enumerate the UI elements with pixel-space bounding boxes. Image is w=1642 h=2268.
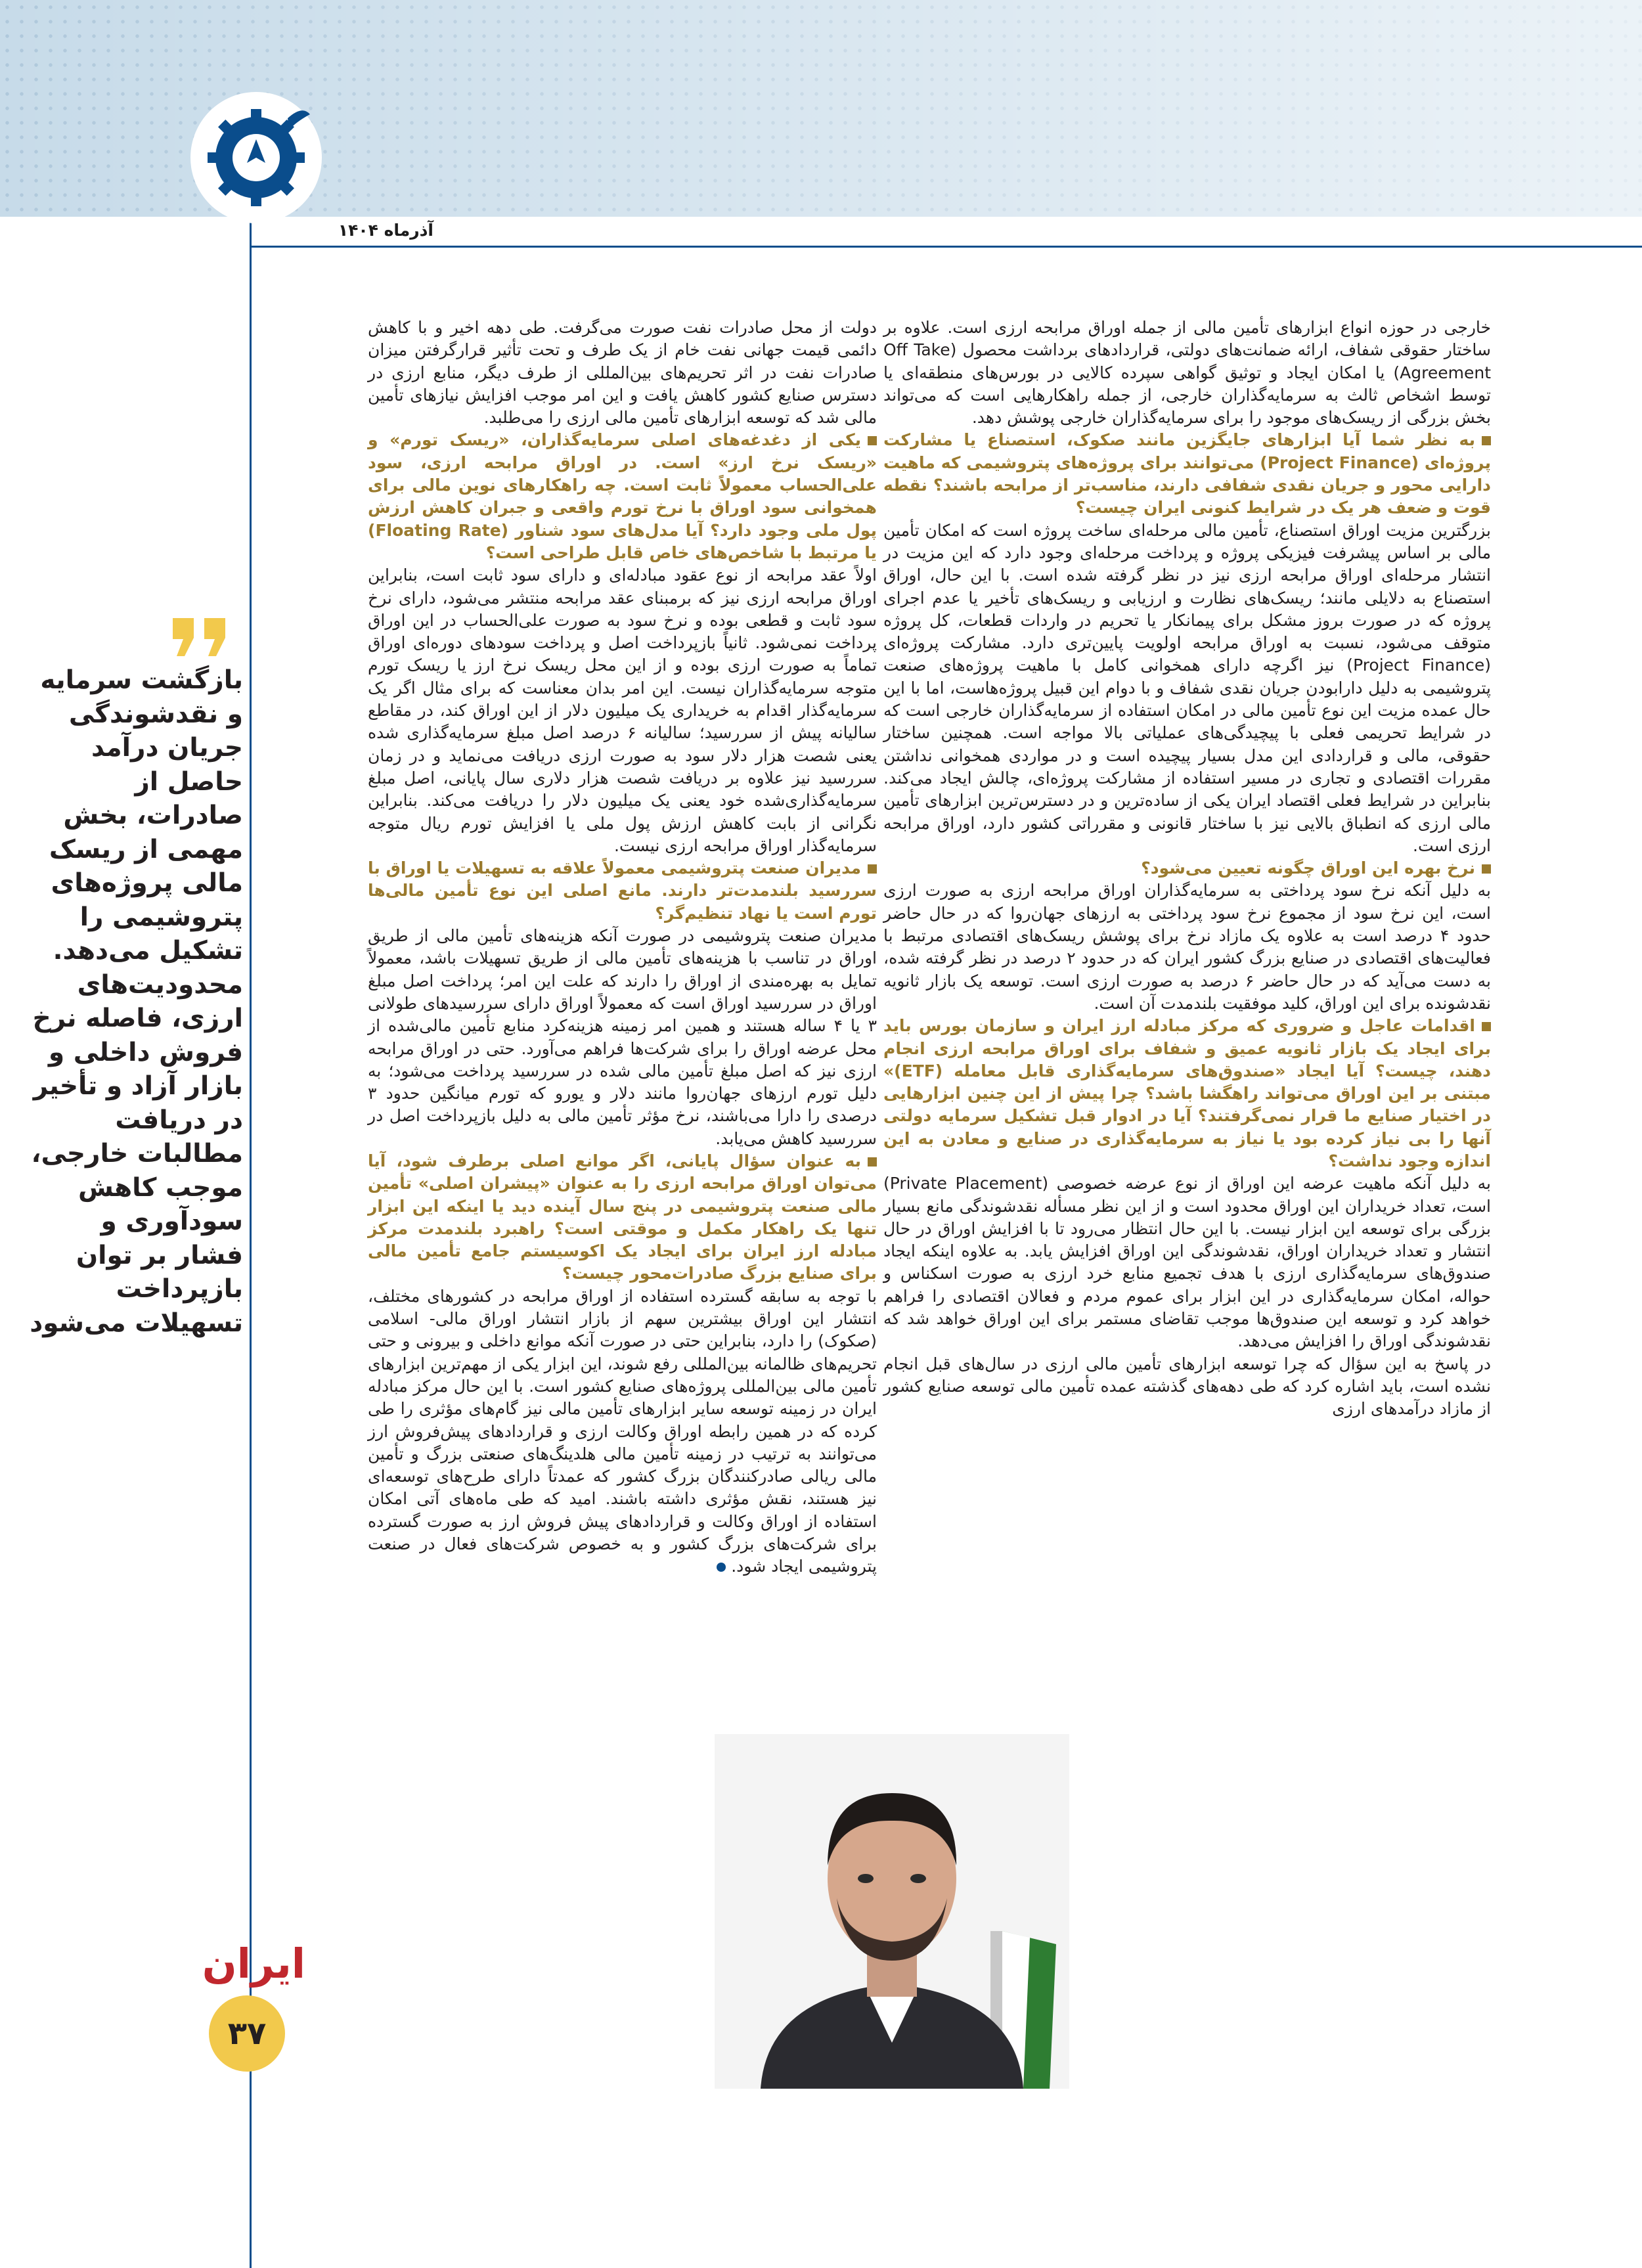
interviewee-photo	[715, 1734, 1069, 2089]
header-rule	[250, 246, 1642, 248]
question-bullet-icon	[868, 1157, 877, 1167]
issue-date: آذرماه ۱۴۰۴	[338, 221, 433, 240]
question-bullet-icon	[868, 864, 877, 874]
interview-question: اقدامات عاجل و ضروری که مرکز مبادله ارز ایران و سازمان بورس باید برای ایجاد یک بازار ثانویه عمیق و شفاف برای اوراق مرابحه ارزی انجام دهند، چیست؟ آیا ایجاد «صندوق‌های سرمایه‌گذاری قابل معامله (ETF)» مبتنی بر این اوراق می‌تواند راهگشا باشد؟ چرا پیش از این چنین ابزارهایی در اختیار صنایع ما قرار نمی‌گرفتند؟ آیا در ادوار قبل تشکیل سرمایه دولتی آنها را بی نیاز کرده بود یا نیاز به سرمایه‌گذاری در صنایع و معادن به این اندازه وجود نداشت؟	[883, 1016, 1491, 1170]
article-column-right	[883, 317, 1491, 1421]
paragraph: اولاً عقد مرابحه از نوع عقود مبادله‌ای و دارای سود ثابت است، بنابراین اوراق مرابحه ارزی نیز که برمبنای عقد مرابحه منتشر می‌شود، دارای نرخ سود ثابت و قطعی بوده و نرخ سود به صورت علی‌الحساب در این اوراق پرداخت نمی‌شود. ثانیاً بازپرداخت اصل و پرداخت سودهای دوره‌ای اوراق تماماً به صورت ارزی بوده و از این محل ریسک نرخ ارز یا ریسک تورم متوجه سرمایه‌گذاران نیست. این امر بدان معناست که برای مثال اگر یک سرمایه‌گذار اقدام به خریداری یک میلیون دلار از این اوراق کند، در مقاطع سالیانه پیش از سررسید؛ سالیانه ۶ درصد اصل مبلغ سرمایه‌گذاری شده یعنی شصت هزار دلار سود به صورت ارزی دریافت می‌نماید و در زمان سررسید نیز علاوه بر دریافت شصت هزار دلاری سال پایانی، اصل مبلغ سرمایه‌گذاری‌شده خود یعنی یک میلیون دلار را دریافت می‌کند. بنابراین نگرانی از بابت کاهش ارزش پول ملی یا افزایش تورم ریال متوجه سرمایه‌گذار اوراق مرابحه ارزی نیست.	[368, 566, 877, 855]
question-bullet-icon	[868, 436, 877, 445]
interview-question: یکی از دغدغه‌های اصلی سرمایه‌گذاران، «ریسک تورم» و «ریسک نرخ ارز» است. در اوراق مرابحه ارزی، سود علی‌الحساب معمولاً ثابت است. چه راهکارهای نوین مالی برای همخوانی سود اوراق با نرخ تورم واقعی و جبران کاهش ارزش پول ملی وجود دارد؟ آیا مدل‌های سود شناور (Floating Rate) یا مرتبط با شاخص‌های خاص قابل طراحی است؟	[368, 430, 877, 562]
paragraph: خارجی در حوزه انواع ابزارهای تأمین مالی از جمله اوراق مرابحه ارزی است. علاوه بر ساختار حقوقی شفاف، ارائه ضمانت‌های دولتی، قراردادهای برداشت محصول (Off Take Agreement) یا امکان ایجاد و توثیق گواهی سپرده کالایی در بورس‌های منطقه‌ای یا توسط اشخاص ثالث به سرمایه‌گذاران خارجی، از جمله راهکارهایی است که می‌تواند بخش بزرگی از ریسک‌های موجود را برای سرمایه‌گذاران خارجی پوشش دهد.	[883, 318, 1491, 428]
paragraph: بزرگترین مزیت اوراق استصناع، تأمین مالی مرحله‌ای ساخت پروژه است که امکان تأمین مالی بر اساس پیشرفت فیزیکی پروژه و پرداخت مرحله‌ای وجود دارد که این مزیت در انتشار مرحله‌ای اوراق مرابحه ارزی نیز در نظر گرفته شده است. با این حال، اوراق استصناع به دلایلی مانند؛ ریسک‌های نظارت و ارزیابی و ریسک‌های تأخیر یا عدم اجرای پروژه که در صورت بروز مشکل برای پیمانکار یا تحریم در واردات قطعات، کل پروژه متوقف می‌شود، نسبت به اوراق مرابحه اولویت پایین‌تری دارد. مشارکت پروژه‌ای (Project Finance) نیز اگرچه دارای همخوانی کامل با ماهیت پروژه‌های صنعت پتروشیمی به دلیل دارابودن جریان نقدی شفاف و با دوام این قبیل پروژه‌هاست، اما با این حال عمده مزیت این نوع تأمین مالی در امکان استفاده از سرمایه‌گذاران خارجی است که در شرایط تحریمی فعلی با پیچیدگی‌های عملیاتی بالا مواجه است. همچنین ساختار حقوقی، مالی و قراردادی این مدل بسیار پیچیده است و در مواردی همخوانی نداشتن مقررات اقتصادی و تجاری در مسیر استفاده از مشارکت پروژه‌ای، چالش ایجاد می‌کند. بنابراین در شرایط فعلی اقتصاد ایران یکی از ساده‌ترین و در دسترس‌ترین ابزارهای تأمین مالی ارزی که انطباق بالایی نیز با ساختار قانونی و مقرراتی کشور دارد، اوراق مرابحه ارزی است.	[883, 520, 1492, 855]
interview-question: به نظر شما آیا ابزارهای جایگزین مانند صکوک، استصناع یا مشارکت پروژه‌ای (Project Finance) می‌توانند برای پروژه‌های پتروشیمی که ماهیت دارایی محور و جریان نقدی شفافی دارند، مناسب‌تر از مرابحه باشند؟ نقطه قوت و ضعف هر یک در شرایط کنونی ایران چیست؟	[883, 430, 1491, 518]
paragraph: مدیران صنعت پتروشیمی در صورت آنکه هزینه‌های تأمین مالی از طریق اوراق در تناسب با هزینه‌های تأمین مالی از طریق تسهیلات باشد، معمولاً تمایل به بهره‌مندی از اوراق را دارند که علت این امر؛ پرداخت اصل مبلغ اوراق در سررسید اوراق است که معمولاً اوراق دارای سررسیدهای طولانی ۳ یا ۴ ساله هستند و همین امر زمینه هزینه‌کرد منابع تأمین مالی‌شده از محل عرضه اوراق را برای شرکت‌ها فراهم می‌آورد. حتی در اوراق مرابحه ارزی نیز که اصل مبلغ تأمین مالی شده در سررسید پرداخت می‌شود؛ به دلیل تورم ارزهای جهان‌روا مانند دلار و یورو که تورم میانگین حدود ۳ درصدی را دارا می‌باشند، نرخ مؤثر تأمین مالی به دلیل بازپرداخت اصل در سررسید کاهش می‌یابد.	[368, 926, 877, 1148]
paragraph: به دلیل آنکه نرخ سود پرداختی به سرمایه‌گذاران اوراق مرابحه ارزی به صورت ارزی است، این نرخ سود از مجموع نرخ سود پرداختی به ارزهای جهان‌روا که در حال حاضر حدود ۴ درصد است به علاوه یک مازاد نرخ برای پوشش ریسک‌های اقتصادی مرتبط با فعالیت‌های اقتصادی در صنایع بزرگ کشور ایران که در حدود ۲ درصد در نظر گرفته شده، به دست می‌آید که در حال حاضر ۶ درصد به صورت ارزی است. توسعه یک بازار ثانویه نقدشونده برای این اوراق، کلید موفقیت بلندمدت آن است.	[883, 881, 1491, 1013]
paragraph: در پاسخ به این سؤال که چرا توسعه ابزارهای تأمین مالی ارزی در سال‌های قبل انجام نشده است، باید اشاره کرد که طی دهه‌های گذشته عمده تأمین مالی توسعه صنایع کشور از مازاد درآمدهای ارزی	[883, 1354, 1491, 1419]
article-column-middle	[368, 317, 877, 1578]
interview-question: به عنوان سؤال پایانی، اگر موانع اصلی برطرف شود، آیا می‌توان اوراق مرابحه ارزی را به عنوان «پیشران اصلی» تأمین مالی صنعت پتروشیمی در پنج سال آینده دید یا اینکه این ابزار تنها یک راهکار مکمل و موقتی است؟ راهبرد بلندمدت مرکز مبادله ارز ایران برای ایجاد یک اکوسیستم جامع تأمین مالی برای صنایع بزرگ صادرات‌محور چیست؟	[368, 1151, 877, 1283]
question-bullet-icon	[1482, 864, 1491, 874]
gear-rocket-logo-icon	[190, 92, 322, 223]
article-end-icon	[717, 1563, 726, 1572]
paragraph: به دلیل آنکه ماهیت عرضه این اوراق از نوع عرضه خصوصی (Private Placement) است، تعداد خریداران این اوراق محدود است و از این نظر مسأله نقدشوندگی مانع بسیار بزرگی برای توسعه این ابزار نیست. با این حال انتظار می‌رود تا با افزایش اوراق در حال انتشار و تعداد خریداران اوراق، نقدشوندگی این اوراق افزایش یابد. به علاوه اینکه ایجاد صندوق‌های سرمایه‌گذاری ارزی با هدف تجمیع منابع خرد ارزی به صورت اسکناس و حواله، امکان سرمایه‌گذاری در این ابزار برای عموم مردم و فعالان اقتصادی را فراهم خواهد کرد و توسعه این صندوق‌ها موجب تقاضای مستمر برای این اوراق خواهد شد که نقدشوندگی اوراق را افزایش می‌دهد.	[883, 1174, 1492, 1351]
paragraph: دولت از محل صادرات نفت صورت می‌گرفت. طی دهه اخیر و با کاهش دائمی قیمت جهانی نفت خام از یک طرف و تحت تأثیر قرارگرفتن میزان صادرات نفت در اثر تحریم‌های بین‌المللی از طرف دیگر، منابع ارزی در دسترس صنایع کشور کاهش یافت و این امر موجب افزایش نیازهای تأمین مالی شد که توسعه ابزارهای تأمین مالی ارزی را می‌طلبد.	[368, 318, 877, 428]
question-bullet-icon	[1482, 1022, 1491, 1031]
interview-question: مدیران صنعت پتروشیمی معمولاً علاقه به تسهیلات یا اوراق با سررسید بلندمدت‌تر دارند. مانع اصلی این نوع تأمین مالی‌ها تورم است یا نهاد تنظیم‌گر؟	[368, 858, 877, 923]
pull-quote: بازگشت سرمایه و نقدشوندگی جریان درآمد حاصل از صادرات، بخش مهمی از ریسک مالی پروژه‌های پتروشیمی را تشکیل می‌دهد. محدودیت‌های ارزی، فاصله نرخ فروش داخلی و بازار آزاد و تأخیر در دریافت مطالبات خارجی، موجب کاهش سودآوری و فشار بر توان بازپرداخت تسهیلات می‌شود	[30, 665, 243, 1338]
page-number: ۳۷	[209, 1995, 285, 2072]
magazine-logo: ایران	[202, 1940, 305, 1988]
question-bullet-icon	[1482, 436, 1491, 445]
interview-question: نرخ بهره این اوراق چگونه تعیین می‌شود؟	[883, 857, 1491, 879]
quote-mark-icon	[167, 614, 233, 660]
paragraph-final: با توجه به سابقه گسترده استفاده از اوراق مرابحه در کشورهای مختلف، انتشار این اوراق بیشترین سهم از بازار انتشار اوراق مالی- اسلامی (صکوک) را دارد، بنابراین حتی در صورت آنکه موانع داخلی و بیرونی و حتی تحریم‌های ظالمانه بین‌المللی رفع شوند، این ابزار یکی از مهم‌ترین ابزارهای تأمین مالی بین‌المللی پروژه‌های صنایع کشور است. با این حال مرکز مبادله ایران در زمینه توسعه سایر ابزارهای تأمین مالی نیز گام‌های مؤثری را طی کرده که در همین رابطه اوراق وکالت ارزی و قراردادهای پیش‌فروش ارز می‌توانند به ترتیب در زمینه تأمین مالی هلدینگ‌های صنعتی بزرگ و تأمین مالی ریالی صادرکنندگان بزرگ کشور که عمدتاً دارای طرح‌های توسعه‌ای نیز هستند، نقش مؤثری داشته باشند. امید که طی ماه‌های آتی امکان استفاده از اوراق وکالت و قراردادهای پیش فروش ارز به صورت گسترده برای شرکت‌های بزرگ کشور و به خصوص شرکت‌های فعال در صنعت پتروشیمی ایجاد شود.	[368, 1286, 877, 1576]
